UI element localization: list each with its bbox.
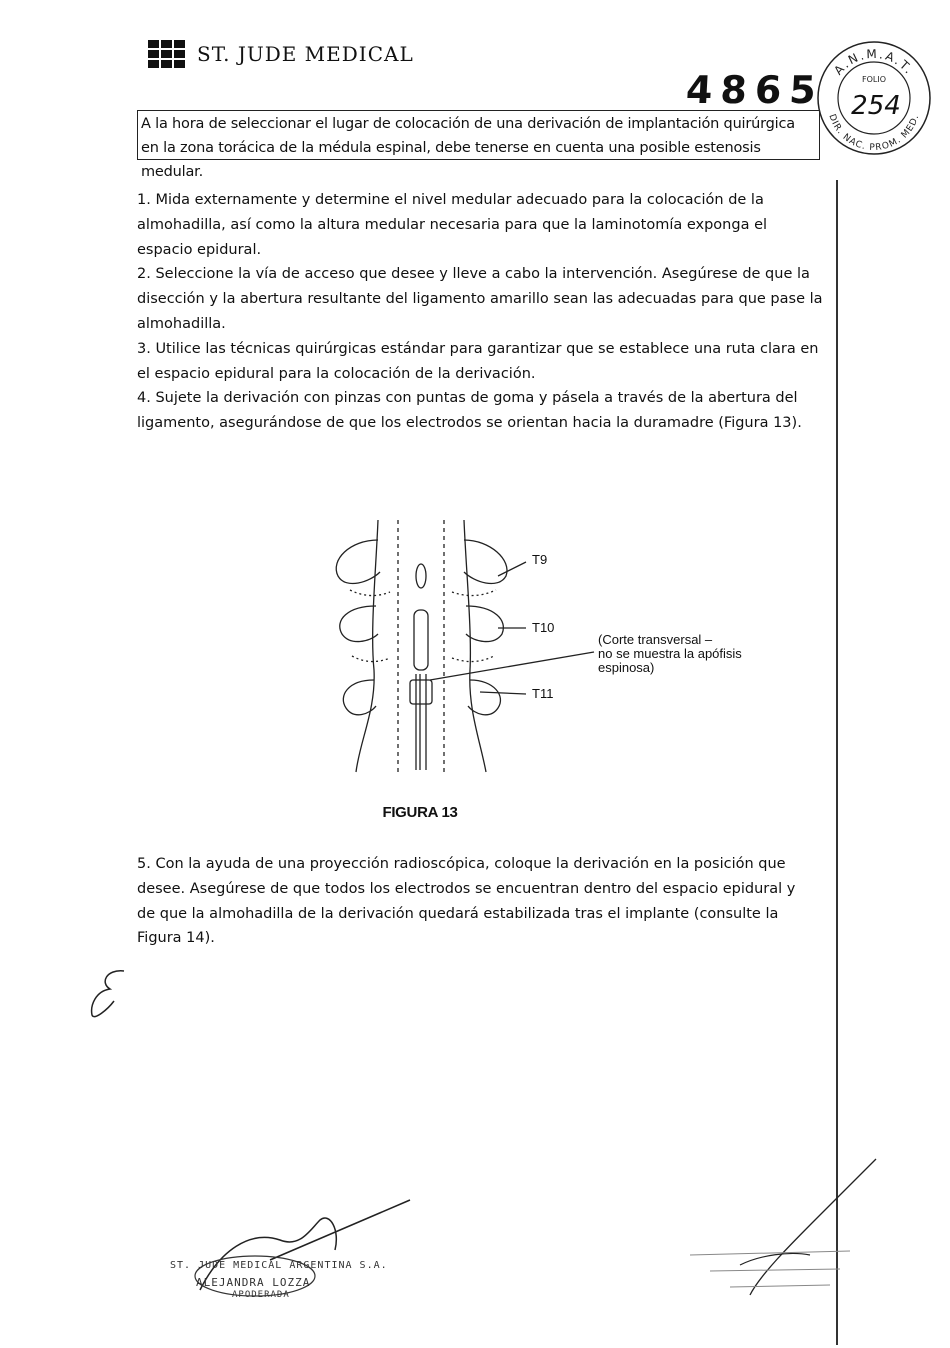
- warning-notice: A la hora de seleccionar el lugar de colocación de una derivación de implantación quirúrgica en la zona torácica de la médula espinal, debe tenerse en cuenta una posible estenosis medular.: [137, 110, 820, 160]
- step-1: 1. Mida externamente y determine el nivel medular adecuado para la colocación de la almohadilla, así como la altura medular necesaria para que la laminotomía exponga el espacio epidural.: [137, 192, 768, 258]
- brand-logo: [148, 40, 414, 68]
- handwritten-initial: [86, 965, 136, 1025]
- right-signature-block: [680, 1155, 880, 1305]
- anmat-folio-stamp: [814, 38, 934, 158]
- stamp-folio-number: 254: [851, 91, 901, 121]
- handwritten-number: 4865: [684, 68, 825, 112]
- label-t11: T11: [532, 686, 554, 701]
- label-t10: T10: [532, 620, 555, 635]
- brand-name: ST. JUDE MEDICAL: [197, 42, 414, 66]
- stamp-top-text: A.N.M.A.T.: [831, 46, 917, 78]
- spine-figure: [330, 510, 770, 780]
- figure-caption: FIGURA 13: [382, 804, 458, 821]
- step-5: [137, 852, 817, 951]
- left-stamp-line1: ST. JUDE MEDICAL ARGENTINA S.A.: [170, 1260, 388, 1271]
- stamp-bottom-text: DIR. NAC. PROM. MED.: [826, 112, 922, 154]
- left-stamp-line3: APODERADA: [232, 1290, 290, 1300]
- label-t9: T9: [532, 552, 548, 567]
- brand-logo-icon: [148, 40, 185, 68]
- step-4: 4. Sujete la derivación con pinzas con puntas de goma y pásela a través de la abertura del ligamento, asegurándose de que los electrodos se orientan hacia la duramadre (Figura 13).: [137, 390, 802, 432]
- leader-lines: [430, 562, 594, 694]
- left-stamp-line2: ALEJANDRA LOZZA: [196, 1276, 311, 1289]
- label-note-line1: (Corte transversal –: [598, 632, 713, 647]
- left-signature-block: [160, 1190, 420, 1310]
- step-2: 2. Seleccione la vía de acceso que desee y lleve a cabo la intervención. Asegúrese de que la disección y la abertura resultante del ligamento amarillo sean las adecuadas para que pase la almohadilla.: [137, 266, 823, 332]
- label-note-line3: espinosa): [598, 660, 655, 675]
- procedure-steps: [137, 188, 827, 436]
- left-signature-scribble: [160, 1190, 420, 1310]
- stamp-folio-label: FOLIO: [861, 75, 887, 84]
- step-5-text: 5. Con la ayuda de una proyección radioscópica, coloque la derivación en la posición que desee. Asegúrese de que todos los electrodos se encuentran dentro del espacio epidural y de que la almohadilla de la derivación quedará estabilizada tras el implante (consulte la Figura 14).: [137, 856, 796, 947]
- label-note-line2: no se muestra la apófisis: [598, 646, 742, 661]
- step-3: 3. Utilice las técnicas quirúrgicas estándar para garantizar que se establece una ruta clara en el espacio epidural para la colocación de la derivación.: [137, 340, 819, 382]
- vertebrae-drawing: [336, 520, 507, 772]
